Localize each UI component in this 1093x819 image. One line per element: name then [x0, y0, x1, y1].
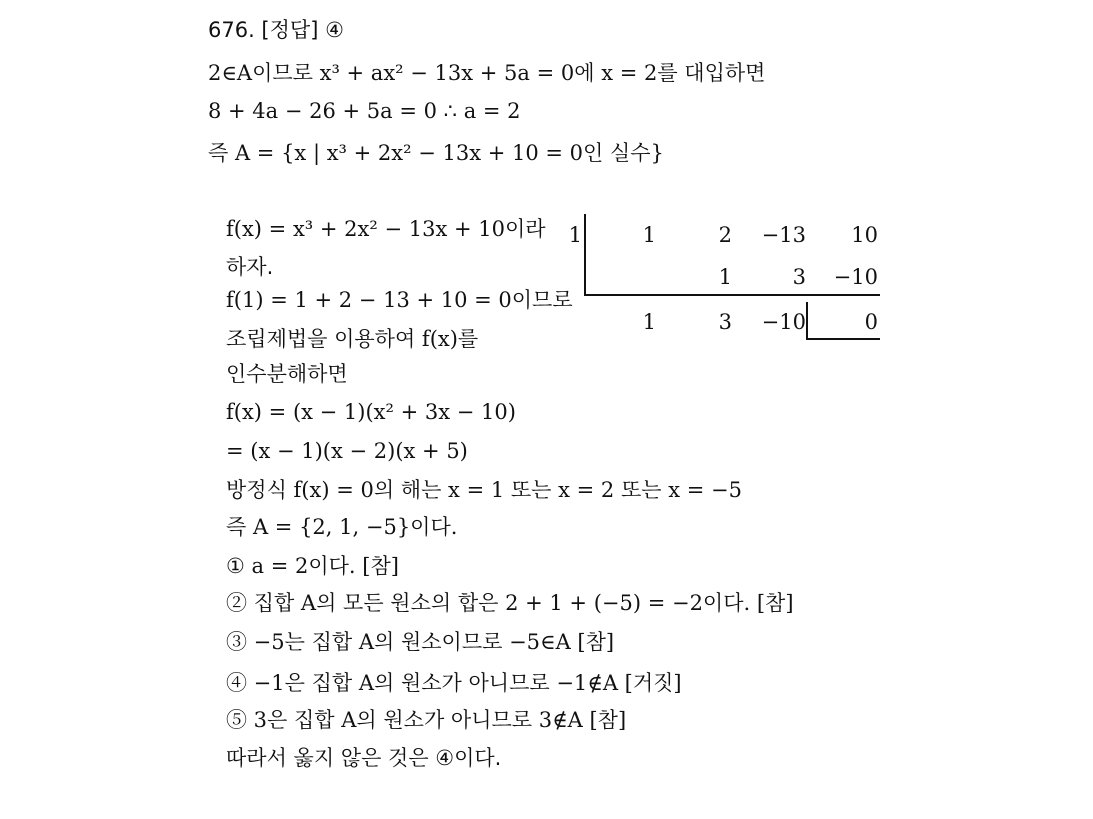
work-line-9: 즉 A = {2, 1, −5}이다.: [226, 515, 458, 539]
work-line-7: = (x − 1)(x − 2)(x + 5): [226, 439, 468, 463]
synthetic-division-table: [560, 212, 890, 347]
coef-cell: 1: [642, 223, 656, 247]
work-line-4: 조립제법을 이용하여 f(x)를: [226, 327, 479, 351]
work-line-6: f(x) = (x − 1)(x² + 3x − 10): [226, 400, 516, 424]
product-cell: 3: [792, 265, 806, 289]
remainder-cell: 0: [864, 310, 878, 334]
result-cell: 1: [642, 310, 656, 334]
problem-header: 676. [정답] ④: [208, 18, 344, 42]
conclusion: 따라서 옳지 않은 것은 ④이다.: [226, 746, 502, 770]
choice-2: ② 집합 A의 모든 원소의 합은 2 + 1 + (−5) = −2이다. [참]: [226, 591, 794, 615]
work-line-3: f(1) = 1 + 2 − 13 + 10 = 0이므로: [226, 288, 573, 312]
sum-line: [584, 294, 880, 296]
intro-line-2: 8 + 4a − 26 + 5a = 0 ∴ a = 2: [208, 99, 521, 123]
divisor-bar: [584, 214, 586, 296]
work-line-8: 방정식 f(x) = 0의 해는 x = 1 또는 x = 2 또는 x = −5: [226, 478, 742, 502]
choice-5: ⑤ 3은 집합 A의 원소가 아니므로 3∉A [참]: [226, 708, 627, 732]
work-line-1: f(x) = x³ + 2x² − 13x + 10이라: [226, 217, 546, 241]
choice-1: ① a = 2이다. [참]: [226, 554, 399, 578]
remainder-box-bottom: [806, 338, 880, 340]
intro-line-3: 즉 A = {x | x³ + 2x² − 13x + 10 = 0인 실수}: [208, 141, 664, 165]
intro-line-1: 2∈A이므로 x³ + ax² − 13x + 5a = 0에 x = 2를 대입하면: [208, 61, 766, 85]
work-line-5: 인수분해하면: [226, 362, 348, 386]
product-cell: −10: [833, 265, 878, 289]
result-cell: −10: [761, 310, 806, 334]
coef-cell: −13: [761, 223, 806, 247]
product-cell: 1: [718, 265, 732, 289]
result-cell: 3: [718, 310, 732, 334]
coef-cell: 10: [851, 223, 878, 247]
choice-3: ③ −5는 집합 A의 원소이므로 −5∈A [참]: [226, 630, 615, 654]
divisor: 1: [568, 223, 582, 247]
choice-4: ④ −1은 집합 A의 원소가 아니므로 −1∉A [거짓]: [226, 671, 682, 695]
coef-cell: 2: [718, 223, 732, 247]
work-line-2: 하자.: [226, 255, 274, 279]
remainder-box-left: [806, 302, 808, 340]
